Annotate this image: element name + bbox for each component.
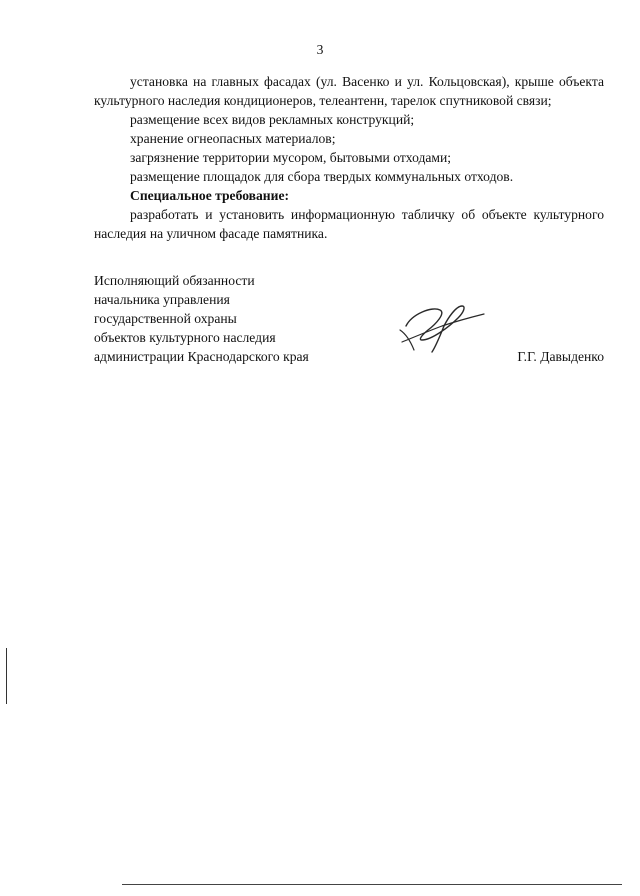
prohibition-item-equipment: установка на главных фасадах (ул. Васенко и ул. Кольцовская), крыше объекта культурного наследия кондиционеров, телеантенн, тарелок спутниковой связи; [94, 74, 604, 108]
special-requirement-heading: Специальное требование: [130, 188, 290, 203]
footer-rule [122, 884, 622, 885]
special-requirement-text: разработать и установить информационную табличку об объекте культурного наследия на уличном фасаде памятника. [94, 207, 604, 241]
signatory-title-line-3: государственной охраны [94, 311, 237, 326]
signatory-title-line-1: Исполняющий обязанности [94, 273, 255, 288]
signatory-title-line-5: администрации Краснодарского края [94, 349, 309, 364]
signatory-title-line-4: объектов культурного наследия [94, 330, 276, 345]
signatory-name: Г.Г. Давыденко [517, 349, 604, 364]
handwritten-signature [392, 296, 492, 356]
signature-block [94, 271, 604, 366]
scan-margin-mark [6, 648, 7, 704]
prohibition-item-litter: загрязнение территории мусором, бытовыми отходами; [130, 150, 452, 165]
page-number: 3 [316, 42, 324, 57]
prohibition-item-advertising: размещение всех видов рекламных конструкций; [130, 112, 415, 127]
signatory-title-line-2: начальника управления [94, 292, 230, 307]
document-body [94, 72, 604, 243]
prohibition-item-waste-sites: размещение площадок для сбора твердых коммунальных отходов. [130, 169, 514, 184]
prohibition-item-flammable: хранение огнеопасных материалов; [130, 131, 336, 146]
